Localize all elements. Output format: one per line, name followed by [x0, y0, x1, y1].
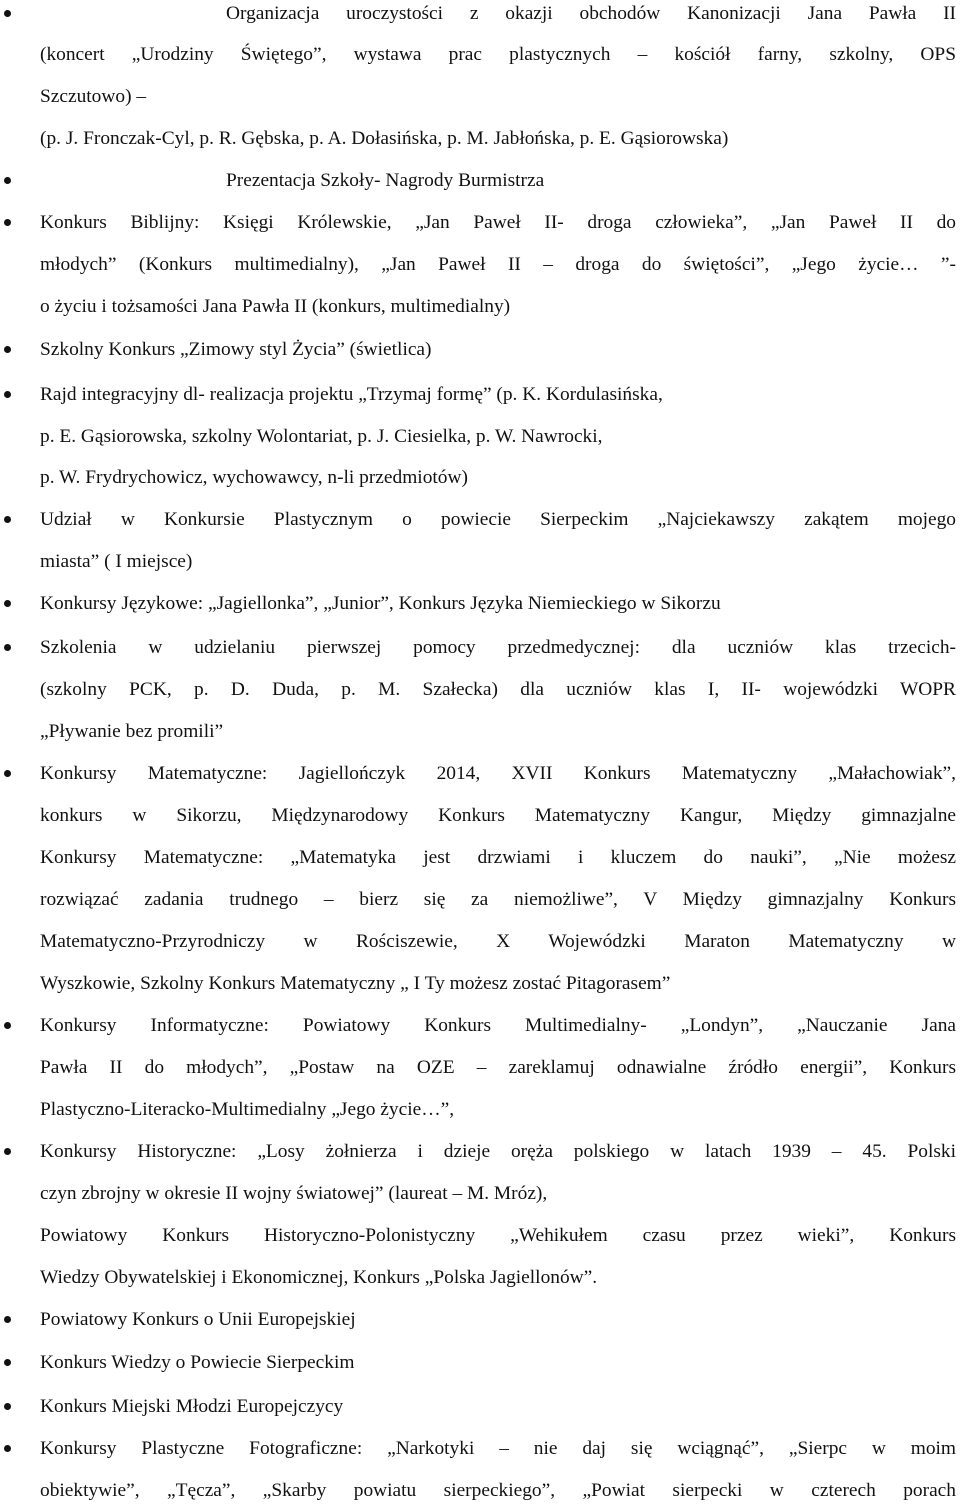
- list-bullet: [4, 770, 11, 777]
- list-bullet: [4, 219, 11, 226]
- text-line: p. W. Frydrychowicz, wychowawcy, n-li przedmiotów): [40, 467, 468, 488]
- text-line: Matematyczno-Przyrodniczy w Rościszewie, X Wojewódzki Maraton Matematyczny w: [40, 931, 956, 952]
- text-line: Powiatowy Konkurs o Unii Europejskiej: [40, 1309, 356, 1330]
- text-line: Konkursy Informatyczne: Powiatowy Konkurs Multimedialny- „Londyn”, „Nauczanie Jana: [40, 1015, 956, 1036]
- text-line: (koncert „Urodziny Świętego”, wystawa prac plastycznych – kościół farny, szkolny, OPS: [40, 44, 956, 65]
- list-bullet: [4, 1403, 11, 1410]
- text-line: Konkurs Wiedzy o Powiecie Sierpeckim: [40, 1352, 355, 1373]
- list-bullet: [4, 177, 11, 184]
- list-bullet: [4, 346, 11, 353]
- text-line: Plastyczno-Literacko-Multimedialny „Jego życie…”,: [40, 1099, 455, 1120]
- list-bullet: [4, 391, 11, 398]
- text-line: rozwiązać zadania trudnego – bierz się za niemożliwe”, V Między gimnazjalny Konkurs: [40, 889, 956, 910]
- text-line: (szkolny PCK, p. D. Duda, p. M. Szałecka) dla uczniów klas I, II- wojewódzki WOPR: [40, 679, 956, 700]
- list-bullet: [4, 10, 11, 17]
- text-line: Szkolenia w udzielaniu pierwszej pomocy przedmedycznej: dla uczniów klas trzecich-: [40, 637, 956, 658]
- text-line: Powiatowy Konkurs Historyczno-Polonistyczny „Wehikułem czasu przez wieki”, Konkurs: [40, 1225, 956, 1246]
- list-bullet: [4, 644, 11, 651]
- text-line: Wiedzy Obywatelskiej i Ekonomicznej, Konkurs „Polska Jagiellonów”.: [40, 1267, 598, 1288]
- text-line: Konkursy Plastyczne Fotograficzne: „Narkotyki – nie daj się wciągnąć”, „Sierpc w moim: [40, 1438, 956, 1459]
- text-line: Szkolny Konkurs „Zimowy styl Życia” (świetlica): [40, 339, 432, 360]
- text-line: Wyszkowie, Szkolny Konkurs Matematyczny „ I Ty możesz zostać Pitagorasem”: [40, 973, 671, 994]
- text-line: Szczutowo) –: [40, 86, 147, 107]
- text-line: Prezentacja Szkoły- Nagrody Burmistrza: [226, 170, 545, 191]
- text-line: miasta” ( I miejsce): [40, 551, 193, 572]
- list-bullet: [4, 600, 11, 607]
- list-bullet: [4, 1316, 11, 1323]
- list-bullet: [4, 1148, 11, 1155]
- text-line: młodych” (Konkurs multimedialny), „Jan Paweł II – droga do świętości”, „Jego życie… ”-: [40, 254, 956, 275]
- text-line: obiektywie”, „Tęcza”, „Skarby powiatu sierpeckiego”, „Powiat sierpecki w czterech porach: [40, 1480, 956, 1501]
- text-line: Rajd integracyjny dl- realizacja projektu „Trzymaj formę” (p. K. Kordulasińska,: [40, 384, 663, 405]
- list-bullet: [4, 516, 11, 523]
- text-line: Pawła II do młodych”, „Postaw na OZE – zareklamuj odnawialne źródło energii”, Konkurs: [40, 1057, 956, 1078]
- text-line: Udział w Konkursie Plastycznym o powiecie Sierpeckim „Najciekawszy zakątem mojego: [40, 509, 956, 530]
- text-line: (p. J. Fronczak-Cyl, p. R. Gębska, p. A. Dołasińska, p. M. Jabłońska, p. E. Gąsiorowska): [40, 128, 729, 149]
- list-bullet: [4, 1359, 11, 1366]
- text-line: Konkursy Historyczne: „Losy żołnierza i dzieje oręża polskiego w latach 1939 – 45. Polski: [40, 1141, 956, 1162]
- text-line: konkurs w Sikorzu, Międzynarodowy Konkurs Matematyczny Kangur, Między gimnazjalne: [40, 805, 956, 826]
- text-line: Organizacja uroczystości z okazji obchodów Kanonizacji Jana Pawła II: [226, 3, 956, 24]
- text-line: Konkurs Miejski Młodzi Europejczycy: [40, 1396, 344, 1417]
- text-line: „Pływanie bez promili”: [40, 721, 224, 742]
- text-line: Konkursy Językowe: „Jagiellonka”, „Junior”, Konkurs Języka Niemieckiego w Sikorzu: [40, 593, 721, 614]
- text-line: czyn zbrojny w okresie II wojny światowej” (laureat – M. Mróz),: [40, 1183, 548, 1204]
- list-bullet: [4, 1445, 11, 1452]
- list-bullet: [4, 1022, 11, 1029]
- text-line: p. E. Gąsiorowska, szkolny Wolontariat, p. J. Ciesielka, p. W. Nawrocki,: [40, 426, 603, 447]
- text-line: o życiu i tożsamości Jana Pawła II (konkurs, multimedialny): [40, 296, 511, 317]
- text-line: Konkursy Matematyczne: „Matematyka jest drzwiami i kluczem do nauki”, „Nie możesz: [40, 847, 956, 868]
- text-line: Konkursy Matematyczne: Jagiellończyk 2014, XVII Konkurs Matematyczny „Małachowiak”,: [40, 763, 956, 784]
- text-line: Konkurs Biblijny: Księgi Królewskie, „Jan Paweł II- droga człowieka”, „Jan Paweł II do: [40, 212, 956, 233]
